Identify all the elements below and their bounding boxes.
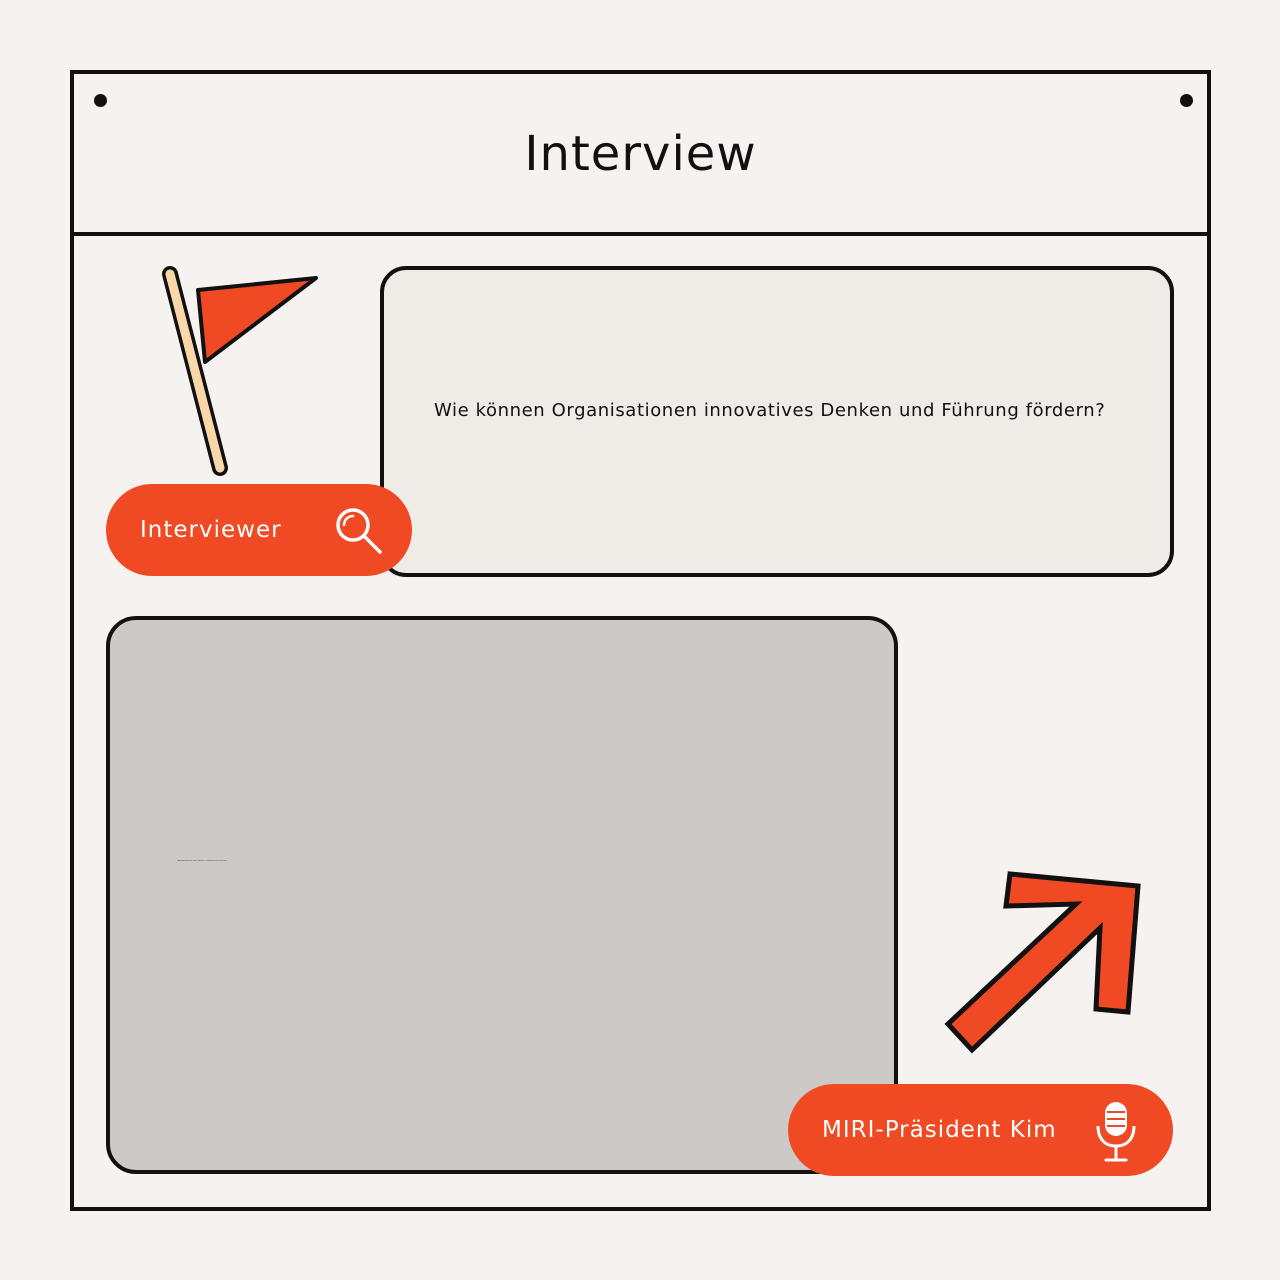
flag-icon	[150, 262, 330, 482]
interviewer-label: Interviewer	[140, 517, 282, 543]
page-title: Interview	[524, 126, 757, 182]
search-icon	[332, 504, 384, 556]
microphone-icon	[1094, 1100, 1138, 1164]
interviewer-badge	[106, 484, 412, 576]
arrow-up-right-icon	[940, 868, 1150, 1058]
question-text: Wie können Organisationen innovatives Denken und Führung fördern?	[434, 400, 1106, 421]
interviewee-badge	[788, 1084, 1173, 1176]
header-divider	[74, 232, 1207, 236]
interviewee-label: MIRI-Präsident Kim	[822, 1117, 1057, 1143]
answer-text: [Antworttext in sehr kleiner, unleserlicher Schrift]	[177, 860, 227, 862]
corner-dot-left	[94, 94, 107, 107]
corner-dot-right	[1180, 94, 1193, 107]
question-card	[380, 266, 1174, 577]
answer-card	[106, 616, 898, 1174]
